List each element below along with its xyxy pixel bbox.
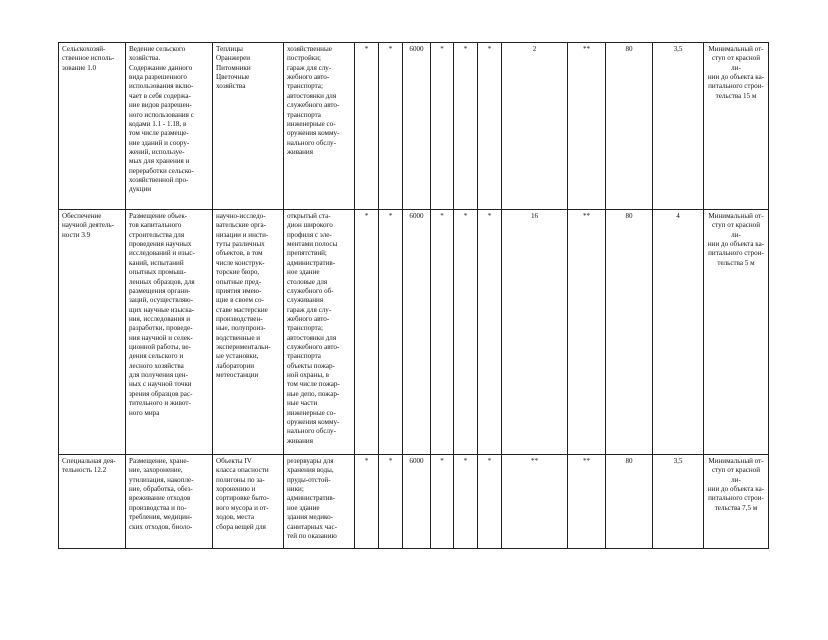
table-row [59,43,769,210]
param-cell: * [454,43,478,210]
param-cell: ** [568,43,606,210]
param-cell: * [478,455,502,549]
param-cell: * [379,210,403,455]
permitted-objects [213,455,284,549]
param-cell: 3,5 [653,455,704,549]
param-cell: * [431,43,454,210]
param-cell: 2 [502,43,568,210]
param-cell: ** [568,210,606,455]
use-type-name [59,43,126,210]
use-type-description [126,210,213,455]
cell-text: Минимальный от- ступ от красной ли- нии до объекта ка- питального строи- тельства 5 м [707,212,765,267]
cell-text: Обеспечение научной деятель- ности 3.9 [62,212,115,239]
param-cell: 80 [606,43,653,210]
cell-text: Объекты IV класса опасности полигоны по за- хоронению и сортировке быто- вого мусора и от- ходов, места сбора вещей для [216,457,269,531]
use-type-name [59,455,126,549]
param-cell: * [454,210,478,455]
cell-text: научно-исследо- вательские орга- низации и инсти- туты различных объектов, в том числе конструк- торские бюро, опытные пред- приятия имею- щие в своем со- ставе мастерские производствен- ные, полупроиз- водственные и экспериментальн- ые установки, лаборатории метеостанции [216,212,271,380]
use-type-description [126,455,213,549]
param-cell: * [431,455,454,549]
param-cell: * [355,455,379,549]
param-cell: * [454,455,478,549]
cell-text: Специальная дея- тельность 12.2 [62,457,116,475]
auxiliary-uses [284,43,355,210]
cell-text: Минимальный от- ступ от красной ли- нии до объекта ка- питального строи- тельства 15 м [707,45,765,100]
auxiliary-uses [284,210,355,455]
cell-text: Размещение объек- тов капитального строительства для проведения научных исследований и изыс- каний, испытаний опытных промыш- ленных образцов, для размещения органи- заций, осуществляю- щих научные изыска- ния, исследования и разработки, проведе- ния научной и селек- ционной работы, ве- дения сельского и лесного хозяйства для получения цен- ных с научной точки зрения образцов рас- тительного и живот- ного мира [129,212,195,417]
auxiliary-uses [284,455,355,549]
param-cell: * [478,43,502,210]
cell-text: Сельскохозяй- ственное исполь- зование 1.0 [62,45,115,72]
param-cell: * [431,210,454,455]
param-cell: 6000 [403,210,431,455]
cell-text: резервуары для хранения воды, пруды-отстой- ники; административ- ное здание здания медико- санитарных час- тей по оказанию [287,457,337,540]
cell-text: Минимальный от- ступ от красной ли- нии до объекта ка- питального строи- тельства 7,5 м [707,457,765,512]
permitted-objects [213,43,284,210]
param-cell: 6000 [403,43,431,210]
cell-text: Теплицы Оранжереи Питомники Цветочные хозяйства [216,45,251,91]
param-cell: 80 [606,455,653,549]
cell-text: Ведение сельского хозяйства. Содержание данного вида разрешенного использования вклю- чает в себя содержа- ние видов разрешен- ного использования с кодами 1.1 - 1.18, в том числе размеще- ние зданий и соору- жений, используе- мых для хранения и переработки сельско- хозяйственной про- дукции [129,45,194,194]
note-cell [704,210,769,455]
param-cell: * [379,43,403,210]
param-cell: 3,5 [653,43,704,210]
param-cell: 4 [653,210,704,455]
param-cell: 16 [502,210,568,455]
cell-text: хозяйственные постройки; гараж для слу- жебного авто- транспорта; автостоянки для служебного авто- транспорта инженерные со- оружения комму- нального обслу- живания [287,45,340,156]
use-type-description [126,43,213,210]
param-cell: * [355,210,379,455]
param-cell: ** [568,455,606,549]
param-cell: ** [502,455,568,549]
zoning-regulations-table [58,42,769,549]
param-cell: * [379,455,403,549]
use-type-name [59,210,126,455]
permitted-objects [213,210,284,455]
cell-text: Размещение, хране- ние, захоронение, утилизация, накопле- ние, обработка, обез- вреживание отходов производства и по- требления, медицин- ских отходов, биоло- [129,457,194,531]
param-cell: 6000 [403,455,431,549]
note-cell [704,43,769,210]
table-row [59,210,769,455]
param-cell: 80 [606,210,653,455]
cell-text: открытый ста- дион широкого профиля с эле- ментами полосы препятствий; административ- ное здание столовые для служебного об- служивания гараж для слу- жебного авто- транспорта; автостоянки для служебного авто- транспорта объекты пожар- ной охраны, в том числе пожар- ные депо, пожар- ные части инженерные со- оружения комму- нального обслу- живания [287,212,340,445]
note-cell [704,455,769,549]
table-row [59,455,769,549]
param-cell: * [478,210,502,455]
param-cell: * [355,43,379,210]
